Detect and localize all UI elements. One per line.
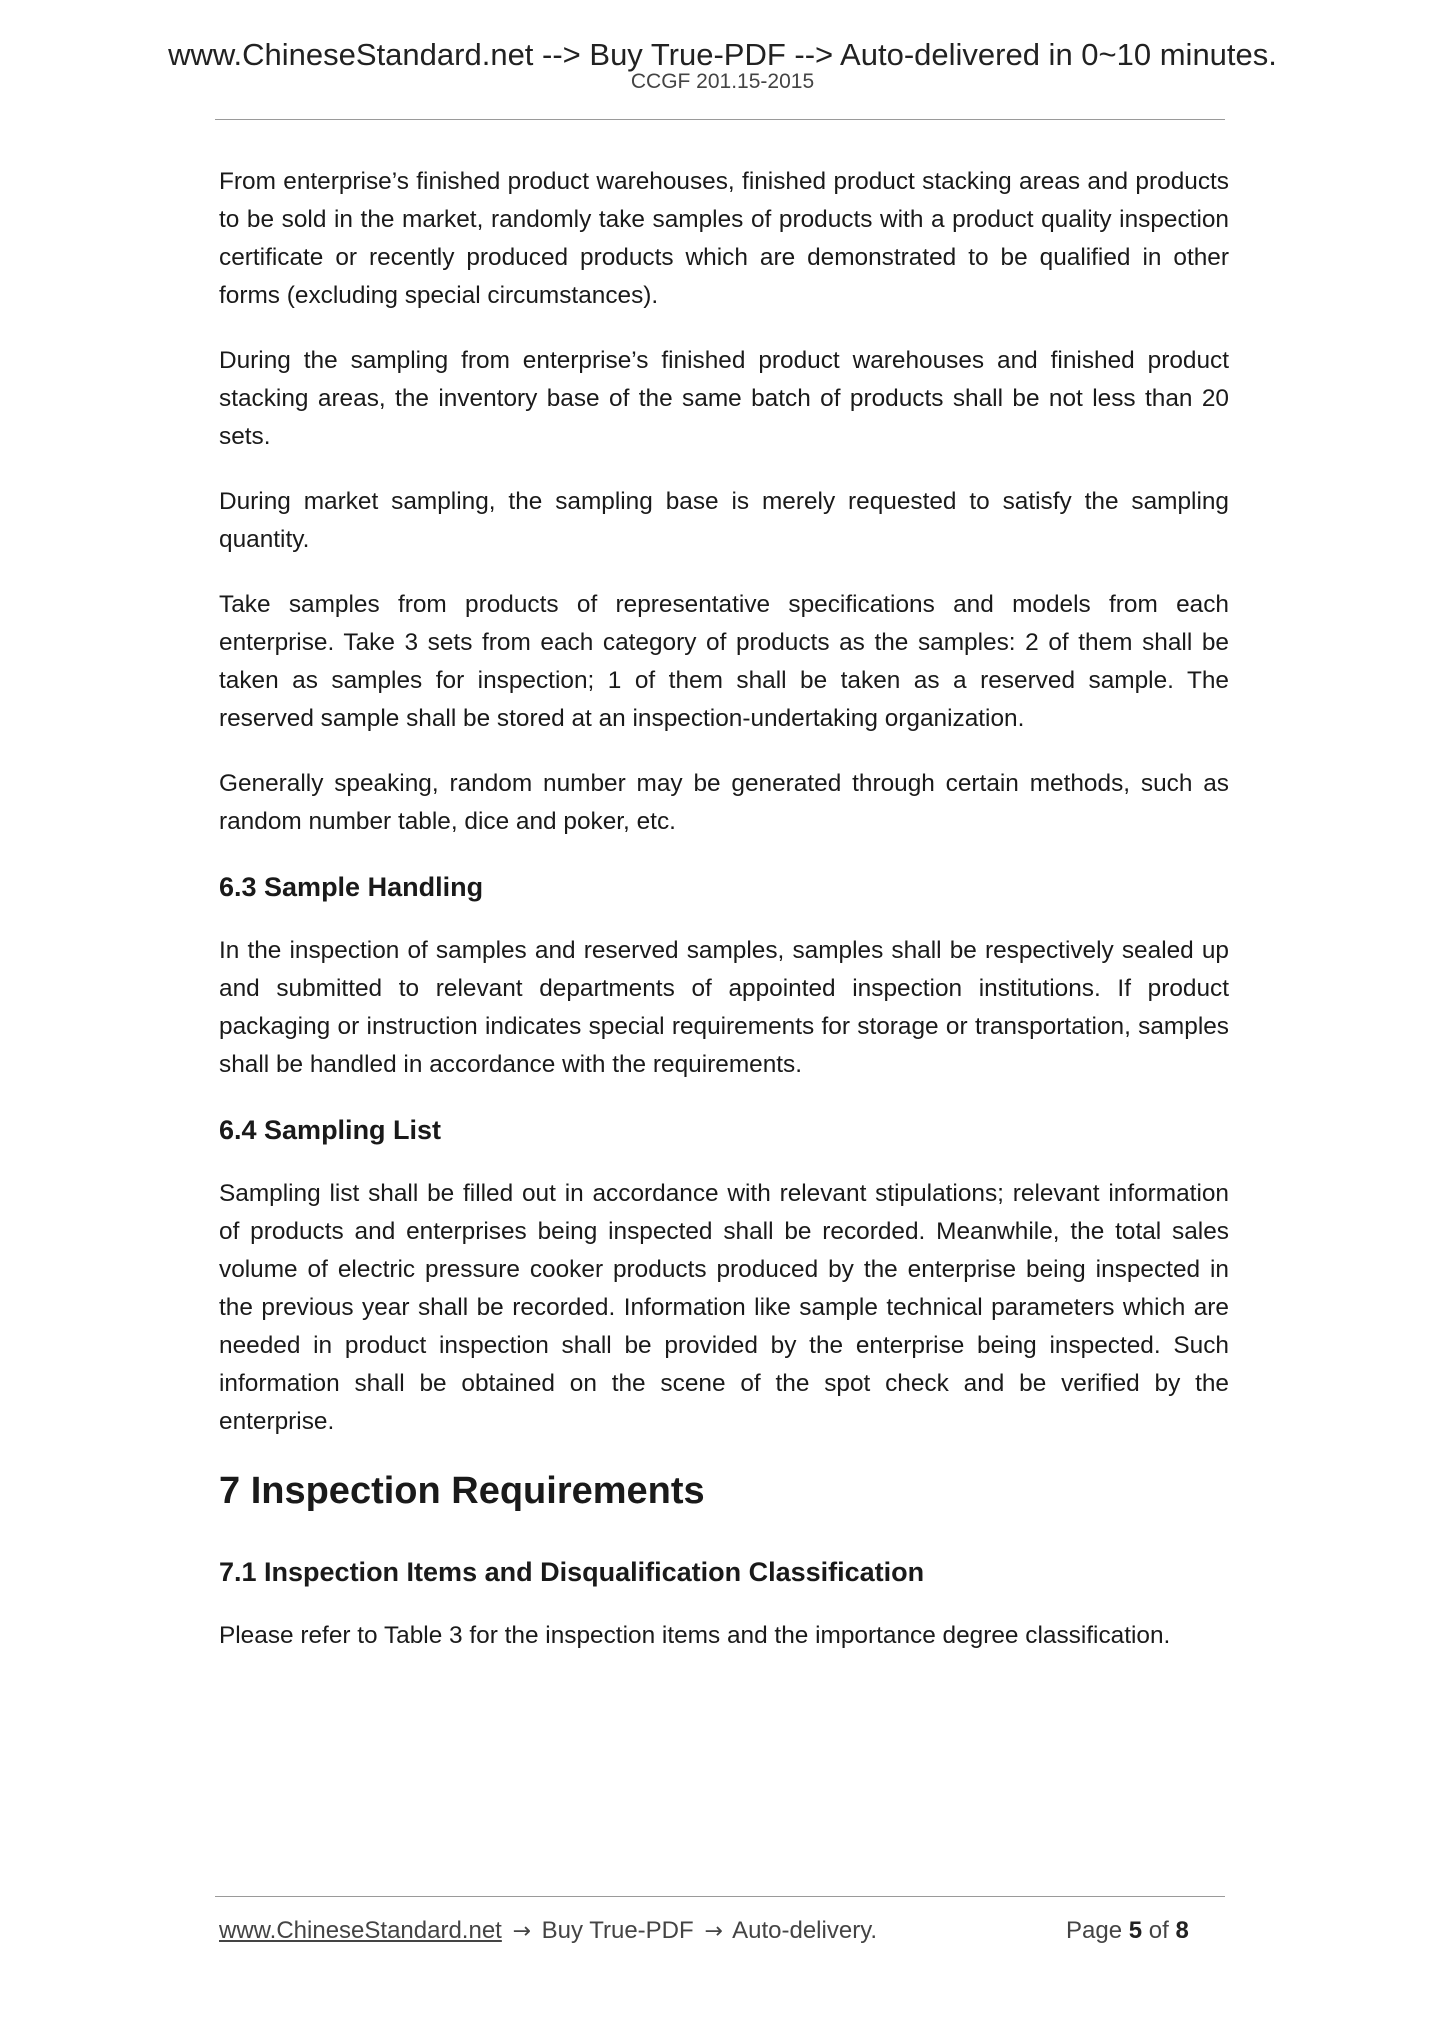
page-number <box>1066 1916 1189 1946</box>
arrow-right-icon: → <box>512 1919 531 1944</box>
paragraph-sample-quantity: Take samples from products of representative specifications and models from each enterprise. Take 3 sets from each category of products as the samples: 2 of them shall be taken as samples for inspection; 1 of them shall be taken as a reserved sample. The reserved sample shall be stored at an inspection-undertaking organization. <box>219 591 1229 732</box>
header-divider <box>215 119 1225 120</box>
arrow-right-icon: → <box>704 1919 723 1944</box>
document-code: CCGF 201.15-2015 <box>630 70 815 93</box>
paragraph-random-number: Generally speaking, random number may be generated through certain methods, such as random number table, dice and poker, etc. <box>219 770 1229 835</box>
paragraph-market-sampling: During market sampling, the sampling base is merely requested to satisfy the sampling quantity. <box>219 488 1229 553</box>
heading-sample-handling: 6.3 Sample Handling <box>219 872 484 902</box>
heading-inspection-requirements: 7 Inspection Requirements <box>219 1470 705 1512</box>
top-banner[interactable]: www.ChineseStandard.net --> Buy True-PDF --> Auto-delivered in 0~10 minutes. <box>168 37 1277 72</box>
of-label: of <box>1148 1917 1169 1944</box>
footer-delivery-text: Auto-delivery. <box>732 1917 878 1944</box>
footer-buy-text: Buy True-PDF <box>541 1917 694 1944</box>
paragraph-table-reference: Please refer to Table 3 for the inspection items and the importance degree classification. <box>219 1622 1171 1649</box>
paragraph-inventory-base: During the sampling from enterprise’s finished product warehouses and finished product stacking areas, the inventory base of the same batch of products shall be not less than 20 sets. <box>219 347 1229 450</box>
page-current: 5 <box>1128 1917 1143 1944</box>
heading-inspection-items: 7.1 Inspection Items and Disqualification Classification <box>219 1557 925 1587</box>
footer-site-link[interactable]: www.ChineseStandard.net <box>219 1917 502 1944</box>
paragraph-sampling-list: Sampling list shall be filled out in accordance with relevant stipulations; relevant information of products and enterprises being inspected shall be recorded. Meanwhile, the total sales volume of electric pressure cooker products produced by the enterprise being inspected in the previous year shall be recorded. Information like sample technical parameters which are needed in product inspection shall be provided by the enterprise being inspected. Such information shall be obtained on the scene of the spot check and be verified by the enterprise. <box>219 1180 1229 1435</box>
page-total: 8 <box>1175 1917 1189 1944</box>
footer-divider <box>215 1896 1225 1897</box>
page-content <box>219 163 1229 1682</box>
footer-links <box>219 1916 877 1947</box>
heading-sampling-list: 6.4 Sampling List <box>219 1115 442 1145</box>
paragraph-sample-handling: In the inspection of samples and reserved samples, samples shall be respectively sealed up and submitted to relevant departments of appointed inspection institutions. If product packaging or instruction indicates special requirements for storage or transportation, samples shall be handled in accordance with the requirements. <box>219 937 1229 1078</box>
page-label: Page <box>1066 1917 1123 1944</box>
paragraph-sampling-sources: From enterprise’s finished product warehouses, finished product stacking areas and products to be sold in the market, randomly take samples of products with a product quality inspection certificate or recently produced products which are demonstrated to be qualified in other forms (excluding special circumstances). <box>219 168 1229 309</box>
